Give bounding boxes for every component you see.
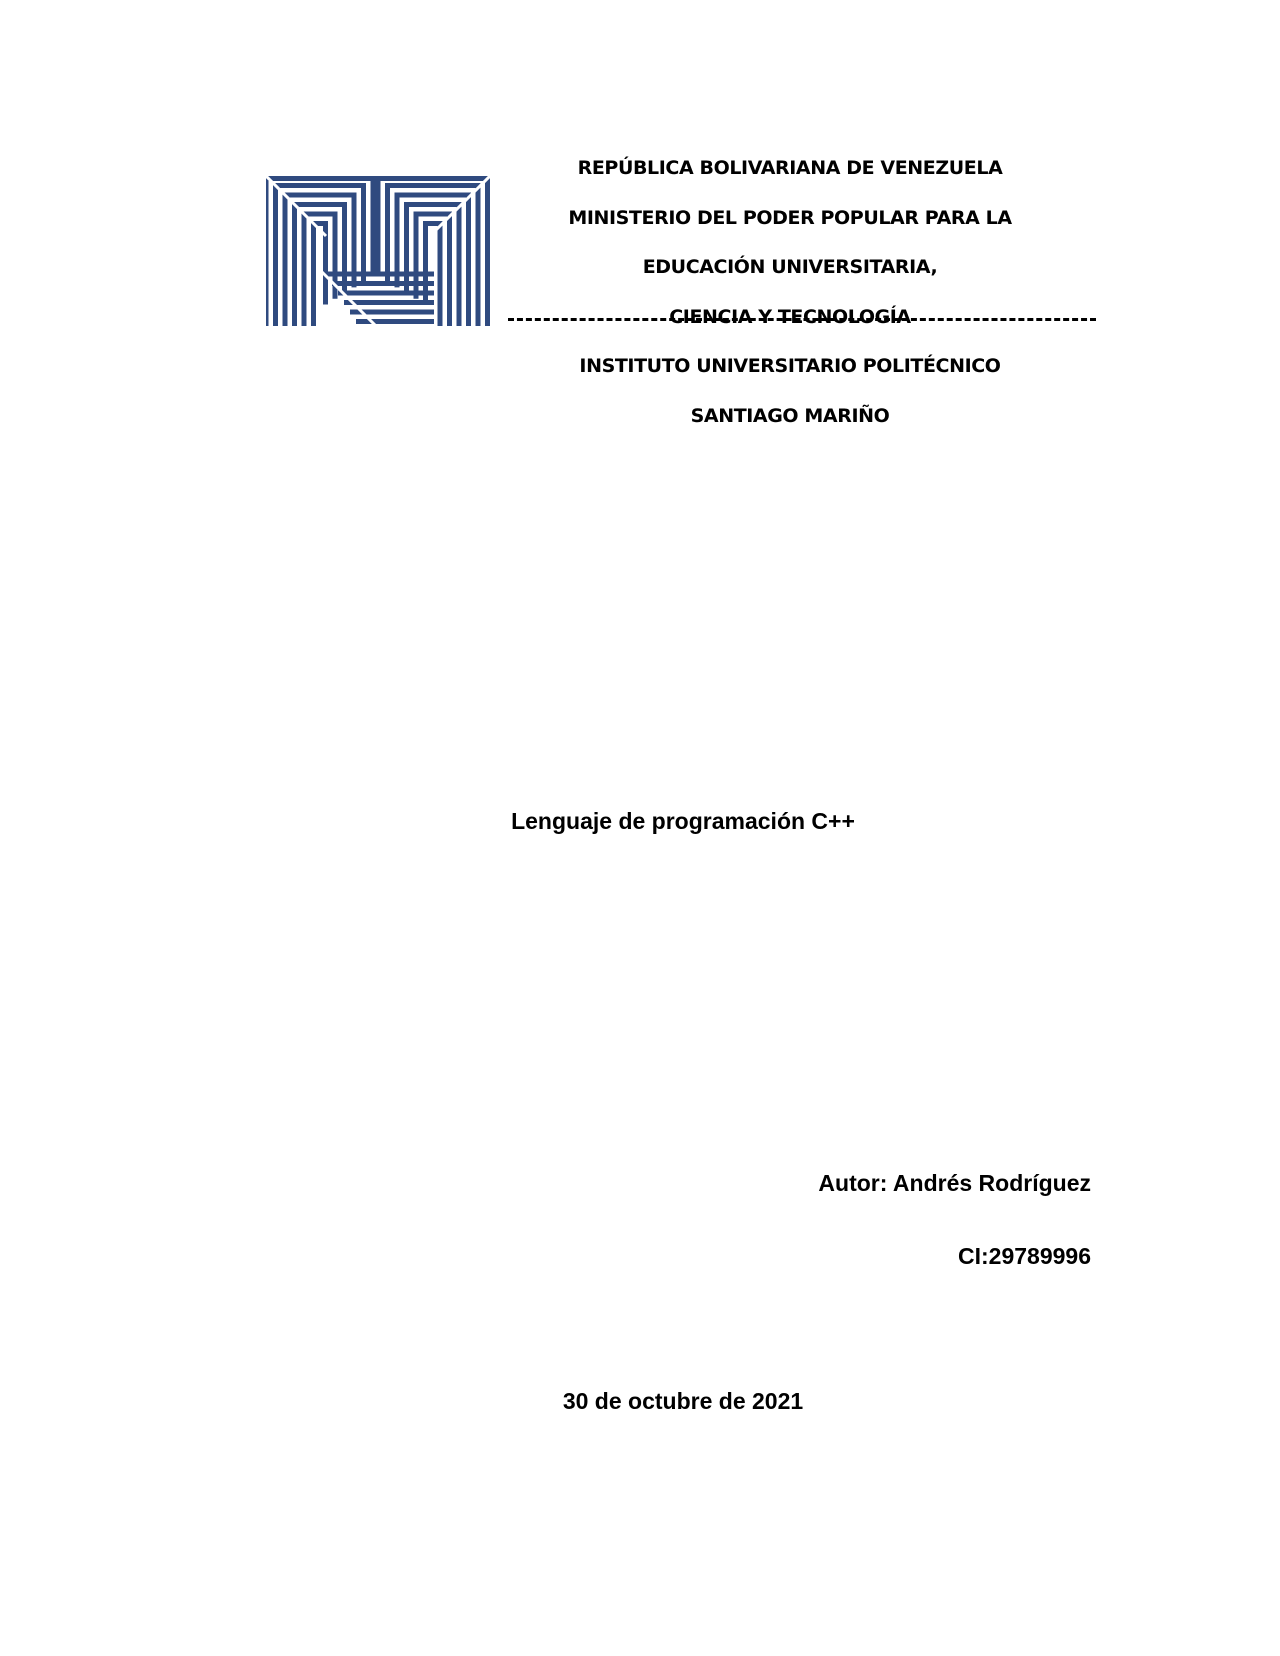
header-line-ministry: MINISTERIO DEL PODER POPULAR PARA LA xyxy=(568,206,1012,229)
header-dashed-divider xyxy=(508,318,1096,321)
header-line-education: EDUCACIÓN UNIVERSITARIA, xyxy=(642,256,938,278)
document-date: 30 de octubre de 2021 xyxy=(562,1388,804,1414)
header-line-science: CIENCIA Y TECNOLOGÍA xyxy=(669,305,911,328)
institution-header xyxy=(540,144,1040,441)
header-line-republic: REPÚBLICA BOLIVARIANA DE VENEZUELA xyxy=(577,157,1003,179)
header-line-institute: INSTITUTO UNIVERSITARIO POLITÉCNICO xyxy=(579,355,1001,377)
author-name: Autor: Andrés Rodríguez xyxy=(818,1170,1091,1196)
document-title: Lenguaje de programación C++ xyxy=(511,808,855,834)
author-block xyxy=(818,1170,1091,1270)
header-line-campus: SANTIAGO MARIÑO xyxy=(690,404,890,427)
institution-logo-icon xyxy=(266,176,490,326)
author-id: CI:29789996 xyxy=(958,1243,1091,1269)
logo-stripe xyxy=(322,272,376,326)
logo-stripe xyxy=(416,214,450,326)
